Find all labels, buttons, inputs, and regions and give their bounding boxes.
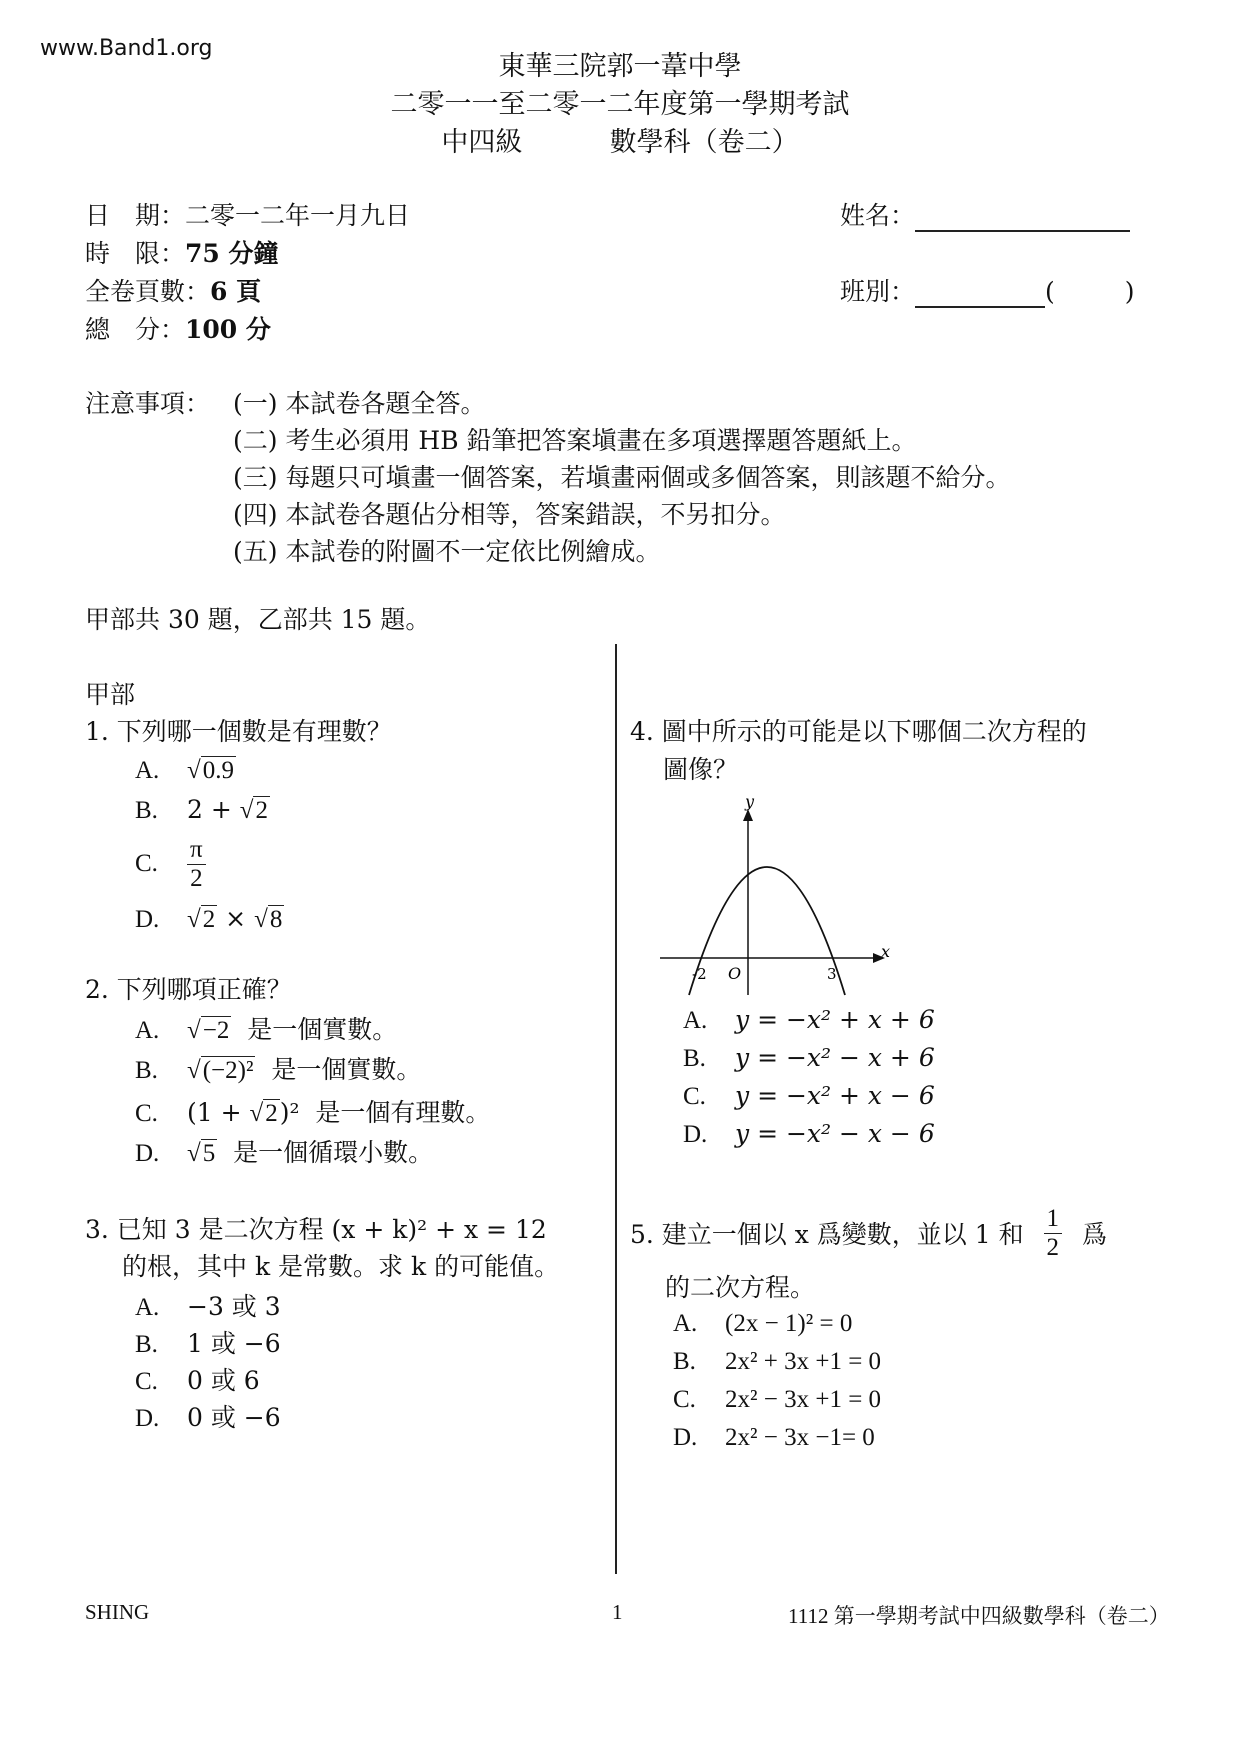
option-letter: C. (135, 850, 158, 877)
option-letter: A. (683, 1007, 708, 1034)
option-letter: C. (683, 1083, 706, 1110)
option-letter: B. (135, 1057, 158, 1084)
marks-row (85, 310, 271, 346)
q4-option-c: C. y = −x² + x − 6 (683, 1081, 935, 1110)
q2-stem: 2. 下列哪項正確？ (85, 975, 292, 1004)
option-letter: C. (135, 1100, 158, 1127)
footer-left: SHING (85, 1600, 150, 1624)
section-a-label: 甲部 (85, 680, 136, 709)
q1-stem: 1. 下列哪一個數是有理數？ (85, 717, 392, 746)
subject: 數學科（卷二） (609, 127, 799, 158)
option-letter: B. (135, 1331, 158, 1358)
option-letter: C. (673, 1386, 696, 1413)
fraction: $\frac{1}{2}$ (1044, 1205, 1063, 1261)
q3-option-b: B. 1 或 −6 (135, 1329, 281, 1358)
sqrt: √2 (249, 1100, 278, 1127)
school-name: 東華三院郭一葦中學 (498, 51, 742, 82)
option-letter: A. (135, 757, 160, 784)
q5-option-d: D. 2x² − 3x −1= 0 (673, 1424, 875, 1451)
name-row (840, 196, 1130, 232)
page-number: 1 (612, 1600, 623, 1624)
column-divider (615, 644, 617, 1574)
option-letter: B. (683, 1045, 706, 1072)
marks-value: 100 分 (185, 315, 271, 344)
parabola-graph (655, 795, 895, 1000)
q4-option-d: D. y = −x² − x − 6 (683, 1119, 935, 1148)
class-paren-open: ( (1045, 277, 1055, 306)
class-row (840, 272, 1135, 308)
pages-label: 全卷頁數： (85, 277, 211, 306)
grade: 中四級 (441, 127, 523, 158)
x-axis-label: x (881, 942, 891, 961)
option-letter: D. (135, 1140, 160, 1167)
q2-option-c: C. (1 + √2)² 是一個有理數。 (135, 1098, 491, 1127)
grade-subject (0, 120, 1240, 159)
root-label-left: -2 (692, 965, 707, 983)
q3-stem-line1: 3. 已知 3 是二次方程 (x + k)² + x = 12 (85, 1215, 547, 1244)
option-letter: C. (135, 1368, 158, 1395)
q3-option-a: A. −3 或 3 (135, 1292, 281, 1321)
name-label: 姓名： (840, 201, 916, 230)
option-letter: D. (673, 1424, 698, 1451)
q4-option-b: B. y = −x² − x + 6 (683, 1043, 935, 1072)
footer-right: 1112 第一學期考試中四級數學科（卷二） (788, 1604, 1170, 1628)
q1-option-b: B. 2 + √2 (135, 795, 268, 824)
note-item: (二) 考生必須用 HB 鉛筆把答案塡畫在多項選擇題答題紙上。 (233, 426, 917, 455)
q2-option-b: B. √(−2)² 是一個實數。 (135, 1055, 422, 1084)
q4-option-a: A. y = −x² + x + 6 (683, 1005, 935, 1034)
q1-option-c (135, 836, 206, 892)
q1-option-a (135, 755, 236, 785)
option-letter: A. (135, 1294, 160, 1321)
option-letter: B. (135, 797, 158, 824)
class-label: 班別： (840, 277, 916, 306)
sqrt: √8 (254, 906, 283, 933)
note-item: (五) 本試卷的附圖不一定依比例繪成。 (233, 537, 661, 566)
q5-option-b: B. 2x² + 3x +1 = 0 (673, 1348, 882, 1375)
q4-stem-line1: 4. 圖中所示的可能是以下哪個二次方程的 (630, 717, 1087, 746)
q4-stem-line2: 圖像？ (663, 755, 739, 784)
pages-row (85, 272, 261, 308)
option-letter: A. (135, 1017, 160, 1044)
q3-option-c: C. 0 或 6 (135, 1366, 260, 1395)
date-value: 二零一二年一月九日 (185, 201, 411, 230)
option-letter: B. (673, 1348, 696, 1375)
sqrt: √2 (187, 906, 216, 933)
pages-value: 6 頁 (210, 277, 262, 306)
sqrt: √5 (187, 1140, 216, 1167)
q5-stem-line1: 5. 建立一個以 x 爲變數，並以 1 和 $\frac{1}{2}$ 爲 (630, 1205, 1108, 1261)
fraction: $\frac{\pi}{2}$ (187, 836, 206, 892)
date-label: 日 期： (85, 201, 186, 230)
y-axis-label: y (745, 795, 755, 811)
q2-option-a: A. √−2 是一個實數。 (135, 1015, 398, 1044)
sqrt: √−2 (187, 1017, 230, 1044)
q5-stem-line2: 的二次方程。 (665, 1273, 816, 1302)
sqrt: √2 (239, 797, 268, 824)
time-label: 時 限： (85, 239, 186, 268)
q3-stem-line2: 的根，其中 k 是常數。求 k 的可能值。 (122, 1252, 560, 1281)
name-blank[interactable] (915, 204, 1130, 232)
sections-intro: 甲部共 30 題，乙部共 15 題。 (85, 605, 431, 634)
option-letter: D. (135, 1405, 160, 1432)
note-item: (四) 本試卷各題佔分相等，答案錯誤，不另扣分。 (233, 500, 786, 529)
root-label-right: 3 (827, 965, 837, 983)
option-letter: D. (135, 906, 160, 933)
class-paren-close: ) (1124, 277, 1135, 306)
option-letter: D. (683, 1121, 708, 1148)
note-item: (三) 每題只可塡畫一個答案，若塡畫兩個或多個答案，則該題不給分。 (233, 463, 1011, 492)
site-watermark: www.Band1.org (40, 36, 213, 61)
note-item: (一) 本試卷各題全答。 (233, 389, 486, 418)
q5-option-a: A. (2x − 1)² = 0 (673, 1310, 853, 1337)
q2-option-d: D. √5 是一個循環小數。 (135, 1138, 434, 1167)
q5-option-c: C. 2x² − 3x +1 = 0 (673, 1386, 882, 1413)
class-blank[interactable] (915, 280, 1045, 308)
exam-title: 二零一一至二零一二年度第一學期考試 (390, 89, 850, 120)
q1-option-d: D. √2 × √8 (135, 904, 283, 933)
sqrt: √0.9 (187, 757, 234, 784)
time-value: 75 分鐘 (185, 239, 279, 268)
time-row (85, 234, 279, 270)
notes-label: 注意事項： (85, 389, 211, 418)
option-letter: A. (673, 1310, 698, 1337)
q3-option-d: D. 0 或 −6 (135, 1403, 281, 1432)
parabola-curve (689, 867, 845, 995)
date-row (85, 196, 410, 232)
marks-label: 總 分： (85, 315, 186, 344)
sqrt: √(−2)² (187, 1057, 254, 1084)
origin-label: O (728, 964, 742, 983)
